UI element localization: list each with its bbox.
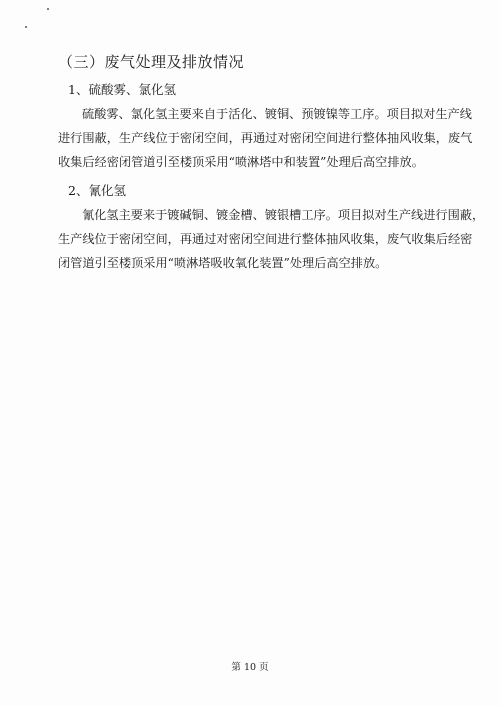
paragraph-line: 生产线位于密闭空间，再通过对密闭空间进行整体抽风收集，废气收集后经密: [58, 232, 473, 246]
section-title: （三）废气处理及排放情况: [58, 53, 245, 71]
subsection-heading-2: 2、氰化氢: [68, 183, 126, 198]
paragraph-acid-mist: [58, 102, 473, 174]
paragraph-line: 硫酸雾、氯化氢主要来自于活化、镀铜、预镀镍等工序。项目拟对生产线: [82, 107, 472, 121]
paragraph-line: 氰化氢主要来于镀碱铜、镀金槽、镀银槽工序。项目拟对生产线进行围蔽，: [82, 208, 485, 222]
scan-speck: [25, 26, 27, 28]
page-number: 第 10 页: [231, 662, 269, 673]
paragraph-line: 收集后经密闭管道引至楼顶采用“喷淋塔中和装置”处理后高空排放。: [58, 155, 424, 169]
paragraph-line: 闭管道引至楼顶采用“喷淋塔吸收氧化装置”处理后高空排放。: [58, 256, 388, 270]
paragraph-line: 进行围蔽，生产线位于密闭空间，再通过对密闭空间进行整体抽风收集，废气: [58, 131, 473, 145]
subsection-heading-1: 1、硫酸雾、氯化氢: [68, 82, 176, 97]
scan-speck: [47, 8, 49, 10]
paragraph-hydrogen-cyanide: [58, 203, 485, 275]
